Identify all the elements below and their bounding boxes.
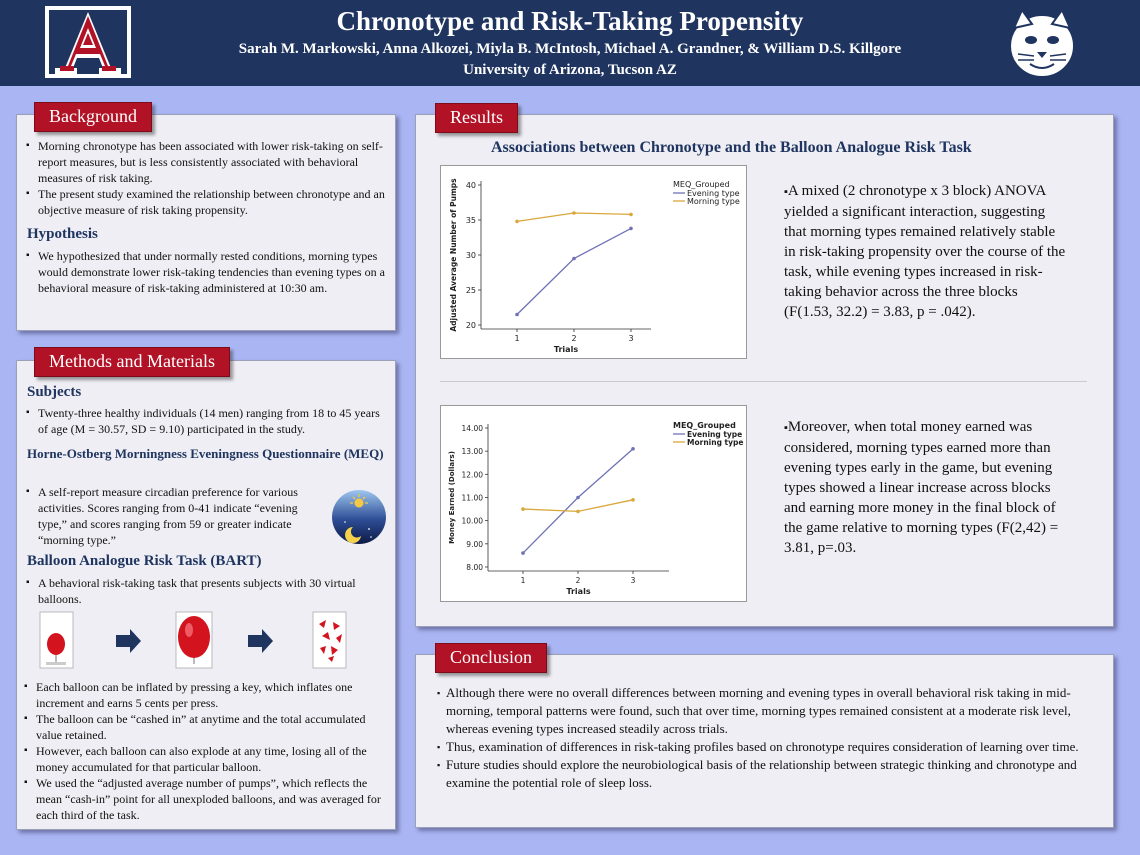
data-point xyxy=(572,257,576,261)
results-text-1: ▪A mixed (2 chronotype x 3 block) ANOVA yielded a significant interaction, suggesting that morning types remained relatively stable in risk-taking propensity over the course of the task, while evening types increased in risk-taking behavior across the three blocks (F(1.53, 32.2) = 3.83, p = .042). xyxy=(784,183,1066,320)
list-item: ▪ Thus, examination of differences in risk-taking profiles based on chronotype requires consideration of learning over time. xyxy=(437,738,1087,756)
bart-balloon-illustration xyxy=(38,610,350,670)
data-point xyxy=(521,507,525,511)
data-point xyxy=(521,551,525,555)
list-item: ▪ A self-report measure circadian preference for various activities. Scores ranging from 0-41 indicate “evening type,” and scores ranging from 59 or greater indicate “morning type.” xyxy=(26,484,326,548)
background-tab: Background xyxy=(34,102,152,132)
results-tab: Results xyxy=(435,103,518,133)
background-bullets xyxy=(26,138,386,218)
legend-label: Morning type xyxy=(687,438,744,447)
methods-tab: Methods and Materials xyxy=(34,347,230,377)
y-tick-label: 20 xyxy=(465,321,476,330)
y-tick-label: 8.00 xyxy=(466,563,483,572)
results-divider xyxy=(440,381,1087,382)
hypothesis-bullets xyxy=(26,248,386,296)
bart-details-bullets xyxy=(24,679,386,823)
list-item: ▪ Twenty-three healthy individuals (14 men) ranging from 18 to 45 years of age (M = 30.57, SD = 9.10) participated in the study. xyxy=(26,405,386,437)
hypothesis-heading: Hypothesis xyxy=(27,226,98,242)
list-item: ▪ Each balloon can be inflated by pressing a key, which inflates one increment and earns 5 cents per press. xyxy=(24,679,386,711)
legend-label: Morning type xyxy=(687,197,740,206)
results-text-2: ▪Moreover, when total money earned was considered, morning types earned more than evening types early in the game, but evening types showed a linear increase across blocks and earning more money in the final block of the game relative to morning types (F(2,42) = 3.81, p=.03. xyxy=(784,419,1059,556)
x-axis-label: Trials xyxy=(566,587,591,596)
chart-money xyxy=(440,405,747,602)
results-paragraph-2: Moreover, when total money earned was considered, morning types earned more than evening types early in the game, but evening types showed a linear increase across blocks and earning more money in the final block of the game relative to morning types (F(2,42) = 3.81, p=.03. xyxy=(784,419,1059,556)
x-tick-label: 2 xyxy=(571,334,577,343)
list-item: ▪ A behavioral risk-taking task that presents subjects with 30 virtual balloons. xyxy=(26,575,386,607)
y-tick-label: 40 xyxy=(465,181,476,190)
list-item: ▪ We hypothesized that under normally rested conditions, morning types would demonstrate lower risk-taking tendencies than evening types on a behavioral measure of risk-taking administered at 10:30 am. xyxy=(26,248,386,296)
data-point xyxy=(515,220,519,224)
bart-bullets xyxy=(26,575,386,607)
money-line-chart xyxy=(441,406,746,601)
university-logo xyxy=(45,6,131,78)
list-item: ▪ Morning chronotype has been associated with lower risk-taking on self-report measures, but is less consistently associated with behavioral measures of risk taking. xyxy=(26,138,386,186)
x-tick-label: 1 xyxy=(514,334,520,343)
y-tick-label: 35 xyxy=(465,216,476,225)
y-tick-label: 9.00 xyxy=(466,539,483,549)
y-tick-label: 12.00 xyxy=(461,470,483,480)
day-night-icon xyxy=(331,489,387,545)
bart-heading: Balloon Analogue Risk Task (BART) xyxy=(27,553,262,569)
poster-header xyxy=(0,0,1140,86)
chart-pumps xyxy=(440,165,747,359)
x-tick-label: 3 xyxy=(628,334,634,343)
y-axis-label: Adjusted Average Number of Pumps xyxy=(449,178,458,332)
legend-label: Evening type xyxy=(687,430,743,439)
y-tick-label: 30 xyxy=(465,251,476,260)
y-tick-label: 14.00 xyxy=(461,424,483,433)
y-tick-label: 10.00 xyxy=(461,516,483,526)
list-item: ▪ The present study examined the relationship between chronotype and an objective measure of risk taking propensity. xyxy=(26,186,386,218)
list-item: ▪ The balloon can be “cashed in” at anytime and the total accumulated value retained. xyxy=(24,711,386,743)
x-axis-label: Trials xyxy=(553,345,579,354)
y-axis-label: Money Earned (Dollars) xyxy=(448,451,456,544)
list-item: ▪ We used the “adjusted average number of pumps”, which reflects the mean “cash-in” point for all unexploded balloons, and was averaged for each third of the task. xyxy=(24,775,386,823)
data-point xyxy=(515,313,519,317)
y-tick-label: 11.00 xyxy=(461,493,483,503)
meq-bullets xyxy=(26,484,326,548)
data-point xyxy=(576,510,580,514)
results-title: Associations between Chronotype and the Balloon Analogue Risk Task xyxy=(491,139,972,156)
series-line-evening xyxy=(523,449,633,553)
y-tick-label: 13.00 xyxy=(461,447,483,457)
legend-title: MEQ_Grouped xyxy=(673,180,730,189)
data-point xyxy=(631,447,635,451)
subjects-bullets xyxy=(26,405,386,437)
results-paragraph-1: A mixed (2 chronotype x 3 block) ANOVA yielded a significant interaction, suggesting that morning types remained relatively stable in risk-taking propensity over the course of the task, while evening types increased in risk-taking behavior across the three blocks (F(1.53, 32.2) = 3.83, p = .042). xyxy=(784,183,1066,320)
legend-title: MEQ_Grouped xyxy=(673,421,736,430)
data-point xyxy=(572,211,576,215)
series-line-evening xyxy=(517,228,631,314)
authors: Sarah M. Markowski, Anna Alkozei, Miyla B. McIntosh, Michael A. Grandner, & William D.S. Killgore xyxy=(238,41,902,57)
affiliation: University of Arizona, Tucson AZ xyxy=(463,62,677,78)
wildcat-logo-icon xyxy=(1004,8,1080,80)
x-tick-label: 2 xyxy=(575,576,581,585)
poster-title: Chronotype and Risk-Taking Propensity xyxy=(336,6,804,36)
list-item: ▪ Future studies should explore the neurobiological basis of the relationship between strategic thinking and chronotype and examine the potential role of sleep loss. xyxy=(437,756,1087,792)
pumps-line-chart xyxy=(441,166,746,358)
list-item: ▪ Although there were no overall differences between morning and evening types in overall behavioral risk taking in mid-morning, temporal patterns were found, such that over time, morning types remained consistent at a moderate risk level, whereas evening types increased steadily across trials. xyxy=(437,684,1087,738)
x-tick-label: 3 xyxy=(630,576,636,585)
legend-label: Evening type xyxy=(687,189,740,198)
conclusion-tab: Conclusion xyxy=(435,643,547,673)
list-item: ▪ However, each balloon can also explode at any time, losing all of the money accumulated for that particular balloon. xyxy=(24,743,386,775)
x-tick-label: 1 xyxy=(520,576,526,585)
conclusion-bullets xyxy=(437,684,1087,792)
data-point xyxy=(629,227,633,231)
y-tick-label: 25 xyxy=(465,286,476,295)
subjects-heading: Subjects xyxy=(27,384,82,400)
data-point xyxy=(629,213,633,217)
meq-heading: Horne-Ostberg Morningness Eveningness Questionnaire (MEQ) xyxy=(27,446,384,461)
data-point xyxy=(576,496,580,500)
data-point xyxy=(631,498,635,502)
